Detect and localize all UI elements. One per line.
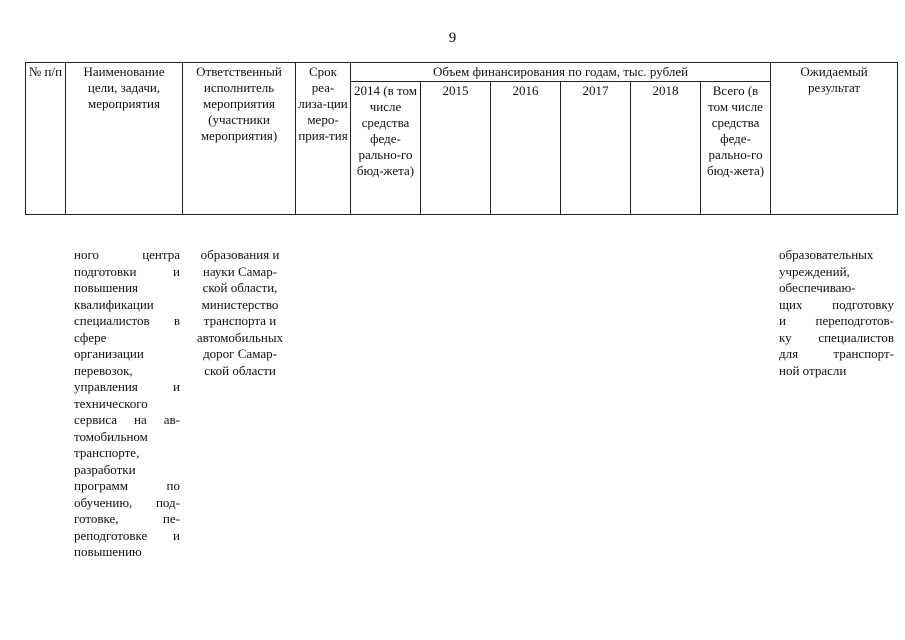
- result-line: ной отрасли: [779, 362, 847, 378]
- name-line: томобильном: [74, 428, 148, 444]
- header-term: Срок реа-лиза-ции меро-прия-тия: [296, 63, 351, 215]
- year-2017: 2017: [561, 82, 631, 215]
- name-line: повышения: [74, 280, 139, 295]
- header-result: Ожидаемый результат: [771, 63, 898, 215]
- name-line: реподготовке и: [74, 527, 180, 543]
- year-total: Всего (в том числе средства феде-рально-го бюд-жета): [701, 82, 771, 215]
- header-name: Наименование цели, задачи, мероприятия: [66, 63, 183, 215]
- year-2018: 2018: [631, 82, 701, 215]
- name-line: повышению: [74, 544, 142, 559]
- result-line: учреждений,: [779, 263, 850, 279]
- executor-line: министерство: [201, 296, 279, 312]
- executor-line: науки Самар-: [202, 263, 278, 279]
- body-result-text: [779, 247, 894, 379]
- name-line: квалификации: [74, 296, 154, 312]
- name-line: ного центра: [74, 247, 180, 262]
- year-2016: 2016: [491, 82, 561, 215]
- header-funding: Объем финансирования по годам, тыс. рублей: [351, 63, 771, 82]
- year-2014: 2014 (в том числе средства феде-рально-го бюд-жета): [351, 82, 421, 215]
- name-line: перевозок,: [74, 362, 133, 378]
- result-line: ку специалистов: [779, 329, 894, 345]
- name-line: технического: [74, 395, 148, 411]
- body-executor-text: [185, 247, 295, 379]
- result-line: щих подготовку: [779, 296, 894, 312]
- year-2015: 2015: [421, 82, 491, 215]
- name-line: сервиса на ав-: [74, 412, 180, 427]
- executor-line: ской области: [204, 362, 276, 378]
- name-line: разработки: [74, 461, 136, 477]
- header-executor: Ответственный исполнитель мероприятия (участники мероприятия): [183, 63, 296, 215]
- result-line: и переподготов-: [779, 313, 894, 328]
- header-table: [25, 62, 898, 215]
- result-line: обеспечиваю-: [779, 280, 856, 295]
- result-line: для транспорт-: [779, 346, 894, 361]
- name-line: сфере: [74, 329, 107, 345]
- name-line: организации: [74, 346, 144, 361]
- name-line: подготовки и: [74, 263, 180, 279]
- name-line: управления и: [74, 379, 180, 394]
- body-name-text: [74, 247, 180, 561]
- executor-line: дорог Самар-: [203, 346, 277, 361]
- executor-line: образования и: [200, 247, 280, 262]
- name-line: программ по: [74, 478, 180, 493]
- result-line: образовательных: [779, 247, 874, 262]
- name-line: обучению, под-: [74, 494, 180, 510]
- executor-line: транспорта и: [203, 313, 277, 328]
- header-num: № п/п: [26, 63, 66, 215]
- executor-line: автомобильных: [196, 329, 284, 345]
- page-number: 9: [448, 30, 457, 46]
- executor-line: ской области,: [202, 280, 278, 295]
- name-line: транспорте,: [74, 445, 140, 460]
- name-line: специалистов в: [74, 313, 180, 328]
- name-line: готовке, пе-: [74, 511, 180, 526]
